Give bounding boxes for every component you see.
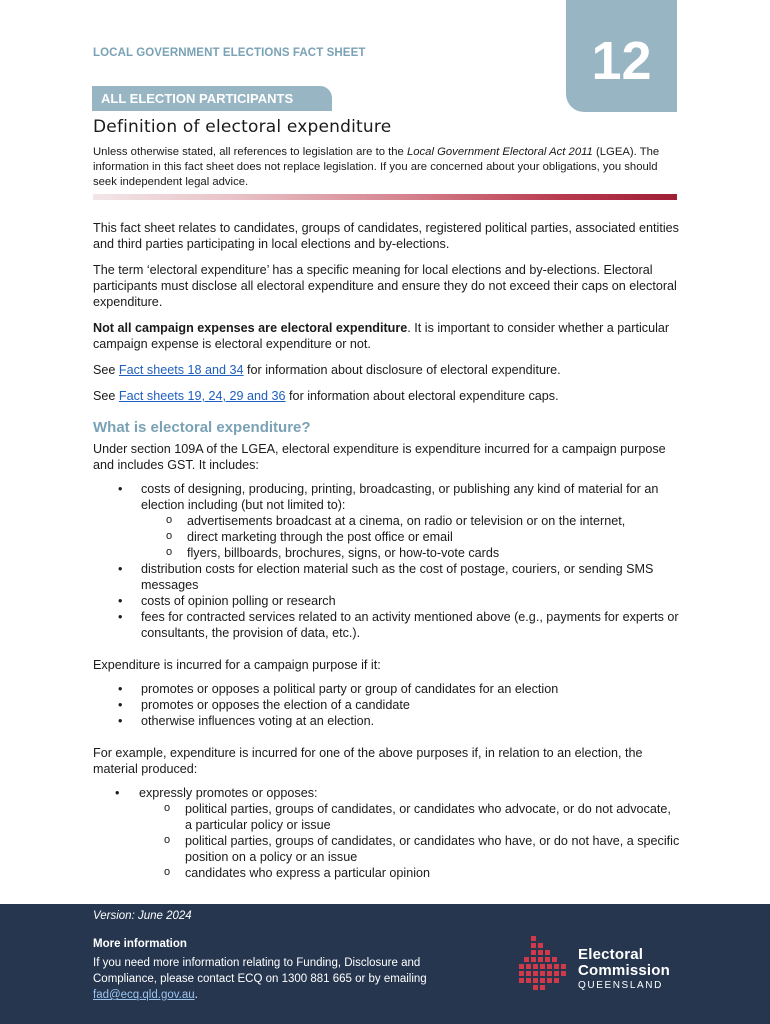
list-item-text: expressly promotes or opposes:	[139, 786, 318, 800]
page-title: Definition of electoral expenditure	[93, 117, 392, 137]
list-item: • promotes or opposes a political party or group of candidates for an election	[93, 681, 681, 697]
sheet-number-tab	[566, 0, 677, 112]
sub-list-item: o advertisements broadcast at a cinema, on radio or television or on the internet,	[141, 513, 681, 529]
sub-list-item: o direct marketing through the post office or email	[141, 529, 681, 545]
example-list	[93, 785, 681, 881]
gradient-divider	[93, 194, 677, 200]
email-link[interactable]: fad@ecq.qld.gov.au	[93, 989, 195, 1001]
example-intro: For example, expenditure is incurred for one of the above purposes if, in relation to an election, the material produced:	[93, 746, 643, 776]
purpose-intro: Expenditure is incurred for a campaign purpose if it:	[93, 658, 381, 672]
sheet-number: 12	[591, 31, 652, 91]
paragraph-definition: The term ‘electoral expenditure’ has a specific meaning for local elections and by-elections. Electoral participants must disclose all electoral expenditure and ensure they do not exceed their caps on electoral expenditure.	[93, 263, 677, 309]
main-content	[93, 220, 681, 891]
disclosure-ref-rest: for information about disclosure of electoral expenditure.	[243, 363, 561, 377]
series-title: LOCAL GOVERNMENT ELECTIONS FACT SHEET	[93, 47, 366, 59]
paragraph-caps-ref	[93, 388, 681, 404]
more-info-title: More information	[93, 938, 187, 950]
logo-wordmark-line3: QUEENSLAND	[578, 980, 663, 991]
see-text: See	[93, 389, 119, 403]
footer	[0, 904, 770, 1024]
list-item-text: costs of designing, producing, printing, broadcasting, or publishing any kind of material for an election including (but not limited to):	[141, 482, 659, 512]
list-item: • otherwise influences voting at an election.	[93, 713, 681, 729]
disclaimer-text-1: Unless otherwise stated, all references to legislation are to the	[93, 146, 407, 158]
ecq-logo-mark-icon	[519, 936, 571, 994]
audience-banner: ALL ELECTION PARTICIPANTS	[92, 86, 332, 111]
link-fact-sheets-18-34[interactable]: Fact sheets 18 and 34	[118, 363, 244, 377]
link-fact-sheets-19-24-29-36[interactable]: Fact sheets 19, 24, 29 and 36	[118, 389, 286, 403]
act-name: Local Government Electoral Act 2011	[406, 146, 593, 158]
disclaimer-text-2: (LGEA). The information in this fact sheet does not replace legislation. If you are concerned about your obligations, you should seek independent legal advice.	[93, 146, 660, 188]
sub-list-item: o political parties, groups of candidates, or candidates who have, or do not have, a specific position on a policy or an issue	[139, 833, 681, 865]
paragraph-not-all	[93, 320, 681, 352]
sub-list-item: o candidates who express a particular opinion	[139, 865, 681, 881]
more-info-text	[93, 955, 483, 1003]
more-info-body: If you need more information relating to Funding, Disclosure and Compliance, please contact ECQ on 1300 881 665 or by emailing	[93, 957, 427, 985]
see-text: See	[93, 363, 119, 377]
sub-list	[141, 513, 681, 561]
list-item: • fees for contracted services related to an activity mentioned above (e.g., payments for experts or consultants, the provision of data, etc.).	[93, 609, 681, 641]
ecq-logo	[519, 936, 689, 996]
expenditure-list	[93, 481, 681, 641]
list-item	[93, 481, 681, 561]
list-item: • distribution costs for election material such as the cost of postage, couriers, or sending SMS messages	[93, 561, 681, 593]
section-heading: What is electoral expenditure?	[93, 419, 311, 436]
paragraph-not-all-rest: . It is important to consider whether a particular campaign expense is electoral expenditure or not.	[93, 321, 670, 351]
paragraph-scope: This fact sheet relates to candidates, groups of candidates, registered political parties, associated entities and third parties participating in local elections and by-elections.	[93, 221, 679, 251]
list-item: • costs of opinion polling or research	[93, 593, 681, 609]
list-item	[93, 785, 681, 881]
logo-wordmark-line2: Commission	[578, 962, 671, 979]
caps-ref-rest: for information about electoral expenditure caps.	[285, 389, 559, 403]
list-item: • promotes or opposes the election of a candidate	[93, 697, 681, 713]
legislation-disclaimer	[93, 145, 678, 190]
purpose-list	[93, 681, 681, 729]
logo-wordmark-line1: Electoral	[578, 946, 644, 963]
paragraph-disclosure-ref	[93, 362, 681, 378]
sub-list	[139, 801, 681, 881]
sub-list-item: o flyers, billboards, brochures, signs, or how-to-vote cards	[141, 545, 681, 561]
section-intro: Under section 109A of the LGEA, electoral expenditure is expenditure incurred for a campaign purpose and includes GST. It includes:	[93, 442, 666, 472]
version-label: Version: June 2024	[93, 910, 192, 922]
email-suffix: .	[194, 989, 198, 1001]
emphasis-not-all: Not all campaign expenses are electoral expenditure	[93, 321, 408, 335]
sub-list-item: o political parties, groups of candidates, or candidates who advocate, or do not advocate, a particular policy or issue	[139, 801, 681, 833]
